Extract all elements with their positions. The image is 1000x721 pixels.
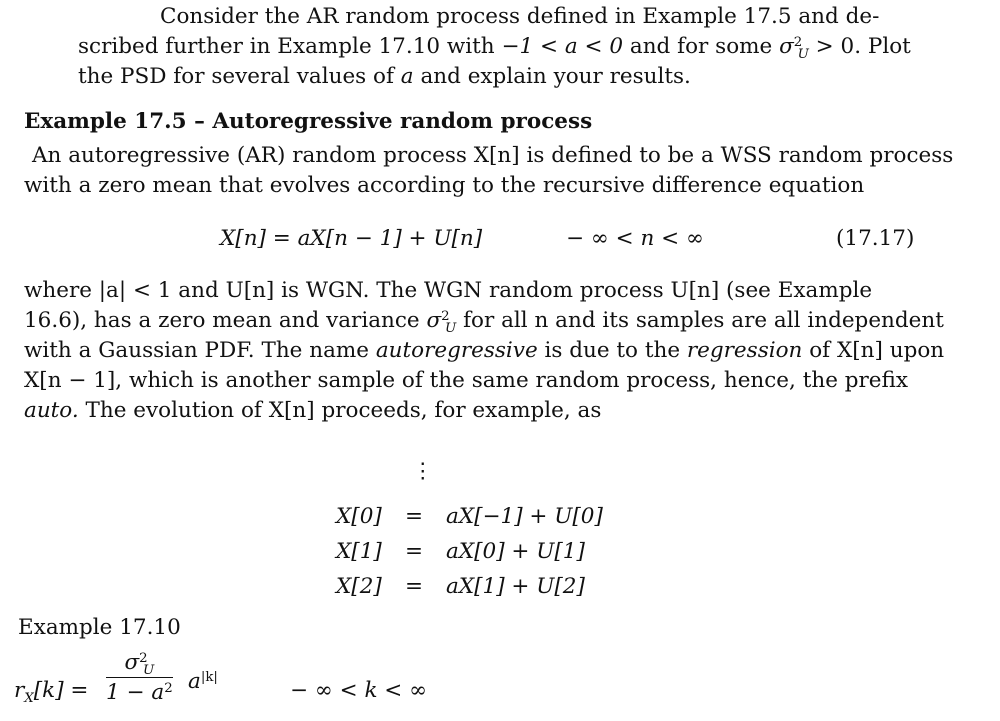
equation-17-17: X[n] = aX[n − 1] + U[n] <box>220 226 483 251</box>
fraction-denominator: $1 - a^2$ <box>106 680 173 705</box>
paragraph-line-6: X[n − 1], which is another sample of the same random process, hence, the prefix <box>24 368 908 393</box>
autocorrelation-fraction <box>106 650 173 705</box>
autocorrelation-range: − ∞ < k < ∞ <box>290 678 428 703</box>
row-0-equals: = <box>405 504 424 529</box>
problem-line-1: Consider the AR random process defined in Example 17.5 and de- <box>160 4 880 29</box>
row-1-equals: = <box>405 539 424 564</box>
row-2-rhs: aX[1] + U[2] <box>446 574 585 599</box>
paragraph-line-7: auto. The evolution of X[n] proceeds, for example, as <box>24 398 602 423</box>
problem-line-2: scribed further in Example 17.10 with −1 < a < 0 and for some $\sigma^2_U > 0$. Plot <box>78 34 911 62</box>
paragraph-line-4: 16.6), has a zero mean and variance $\sigma^2_U$ for all n and its samples are all independent <box>24 308 944 336</box>
vertical-dots: ⋮ <box>412 459 434 484</box>
example-17-5-title: Example 17.5 – Autoregressive random process <box>24 109 593 134</box>
problem-line-3: the PSD for several values of a and explain your results. <box>78 64 691 89</box>
autocorrelation-lhs: $r_X[k]$ = <box>14 678 89 706</box>
paragraph-line-5: with a Gaussian PDF. The name autoregressive is due to the regression of X[n] upon <box>24 338 945 363</box>
paragraph-line-3: where |a| < 1 and U[n] is WGN. The WGN random process U[n] (see Example <box>24 278 873 303</box>
equation-range: − ∞ < n < ∞ <box>566 226 704 251</box>
row-2-equals: = <box>405 574 424 599</box>
row-0-rhs: aX[−1] + U[0] <box>446 504 603 529</box>
example-17-10-title: Example 17.10 <box>18 615 181 640</box>
row-1-lhs: X[1] <box>336 539 382 564</box>
row-1-rhs: aX[0] + U[1] <box>446 539 585 564</box>
paragraph-line-2: with a zero mean that evolves according to the recursive difference equation <box>24 173 865 198</box>
paragraph-line-1: An autoregressive (AR) random process X[n] is defined to be a WSS random process <box>32 143 954 168</box>
row-2-lhs: X[2] <box>336 574 382 599</box>
equation-number: (17.17) <box>836 226 915 251</box>
row-0-lhs: X[0] <box>336 504 382 529</box>
fraction-numerator: $\sigma^2_U$ <box>106 650 173 678</box>
power-term: $a^{|k|}$ <box>188 669 218 694</box>
